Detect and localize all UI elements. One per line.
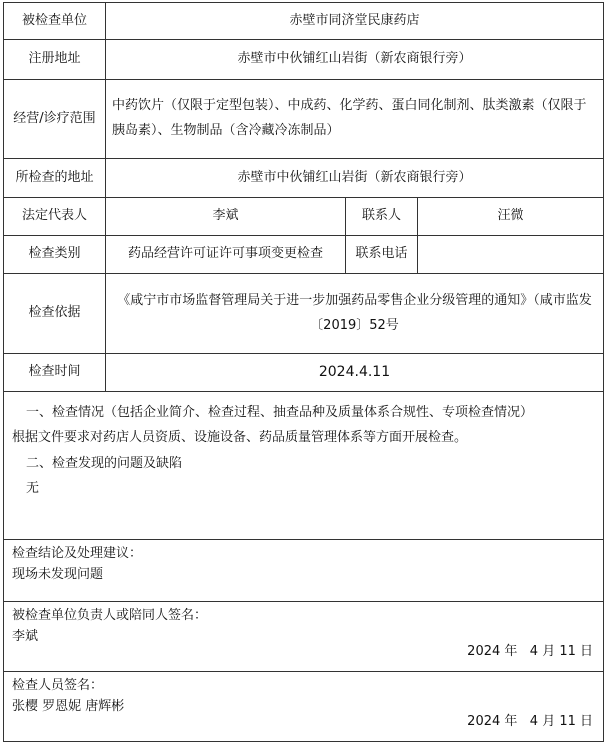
legal-rep-label: 法定代表人 xyxy=(4,198,106,236)
section1-body: 根据文件要求对药店人员资质、设施设备、药品质量管理体系等方面开展检查。 xyxy=(12,430,468,446)
inspector-signers: 张樱 罗恩妮 唐辉彬 xyxy=(12,698,125,714)
conclusion-row xyxy=(4,540,604,602)
basis-value: 《咸宁市市场监督管理局关于进一步加强药品零售企业分级管理的通知》（咸市监发〔2019〕52号 xyxy=(106,274,604,354)
inspector-sign-date: 2024 年 4 月 11 日 xyxy=(467,714,593,730)
unit-value: 赤壁市同济堂民康药店 xyxy=(106,3,604,40)
contact-value: 汪微 xyxy=(418,198,604,236)
category-row xyxy=(4,236,604,274)
unit-label: 被检查单位 xyxy=(4,3,106,40)
section2-title: 二、检查发现的问题及缺陷 xyxy=(26,455,183,471)
inspected-address-value: 赤壁市中伙铺红山岩街（新农商银行旁） xyxy=(106,159,604,198)
legal-rep-value: 李斌 xyxy=(106,198,346,236)
address-label: 注册地址 xyxy=(4,40,106,80)
conclusion-value: 现场未发现问题 xyxy=(12,566,104,582)
address-row xyxy=(4,40,604,80)
time-value: 2024.4.11 xyxy=(106,354,604,392)
inspection-narrative xyxy=(4,392,604,540)
legal-rep-row xyxy=(4,198,604,236)
inspector-sign-row xyxy=(4,672,604,742)
address-value: 赤壁市中伙铺红山岩街（新农商银行旁） xyxy=(106,40,604,80)
phone-label: 联系电话 xyxy=(346,236,418,274)
unit-sign-date: 2024 年 4 月 11 日 xyxy=(467,644,593,660)
scope-row xyxy=(4,80,604,159)
unit-sign-cell xyxy=(4,602,604,672)
inspected-address-row xyxy=(4,159,604,198)
category-label: 检查类别 xyxy=(4,236,106,274)
inspection-form-table xyxy=(3,2,604,742)
unit-signer: 李斌 xyxy=(12,628,39,644)
basis-label: 检查依据 xyxy=(4,274,106,354)
time-label: 检查时间 xyxy=(4,354,106,392)
section1-title: 一、检查情况（包括企业简介、检查过程、抽查品种及质量体系合规性、专项检查情况） xyxy=(26,405,534,420)
narrative-row xyxy=(4,392,604,540)
basis-row xyxy=(4,274,604,354)
unit-sign-label: 被检查单位负责人或陪同人签名： xyxy=(12,608,208,623)
conclusion-label: 检查结论及处理建议： xyxy=(12,546,143,561)
scope-label: 经营/诊疗范围 xyxy=(4,80,106,159)
contact-label: 联系人 xyxy=(346,198,418,236)
scope-value: 中药饮片（仅限于定型包装）、中成药、化学药、蛋白同化制剂、肽类激素（仅限于胰岛素）、生物制品（含冷藏冷冻制品） xyxy=(106,80,604,159)
inspector-sign-label: 检查人员签名： xyxy=(12,678,104,693)
section2-body: 无 xyxy=(26,481,40,497)
unit-row xyxy=(4,3,604,40)
unit-sign-row xyxy=(4,602,604,672)
inspector-sign-cell xyxy=(4,672,604,742)
inspected-address-label: 所检查的地址 xyxy=(4,159,106,198)
time-row xyxy=(4,354,604,392)
category-value: 药品经营许可证许可事项变更检查 xyxy=(106,236,346,274)
phone-value xyxy=(418,236,604,274)
conclusion-cell xyxy=(4,540,604,602)
